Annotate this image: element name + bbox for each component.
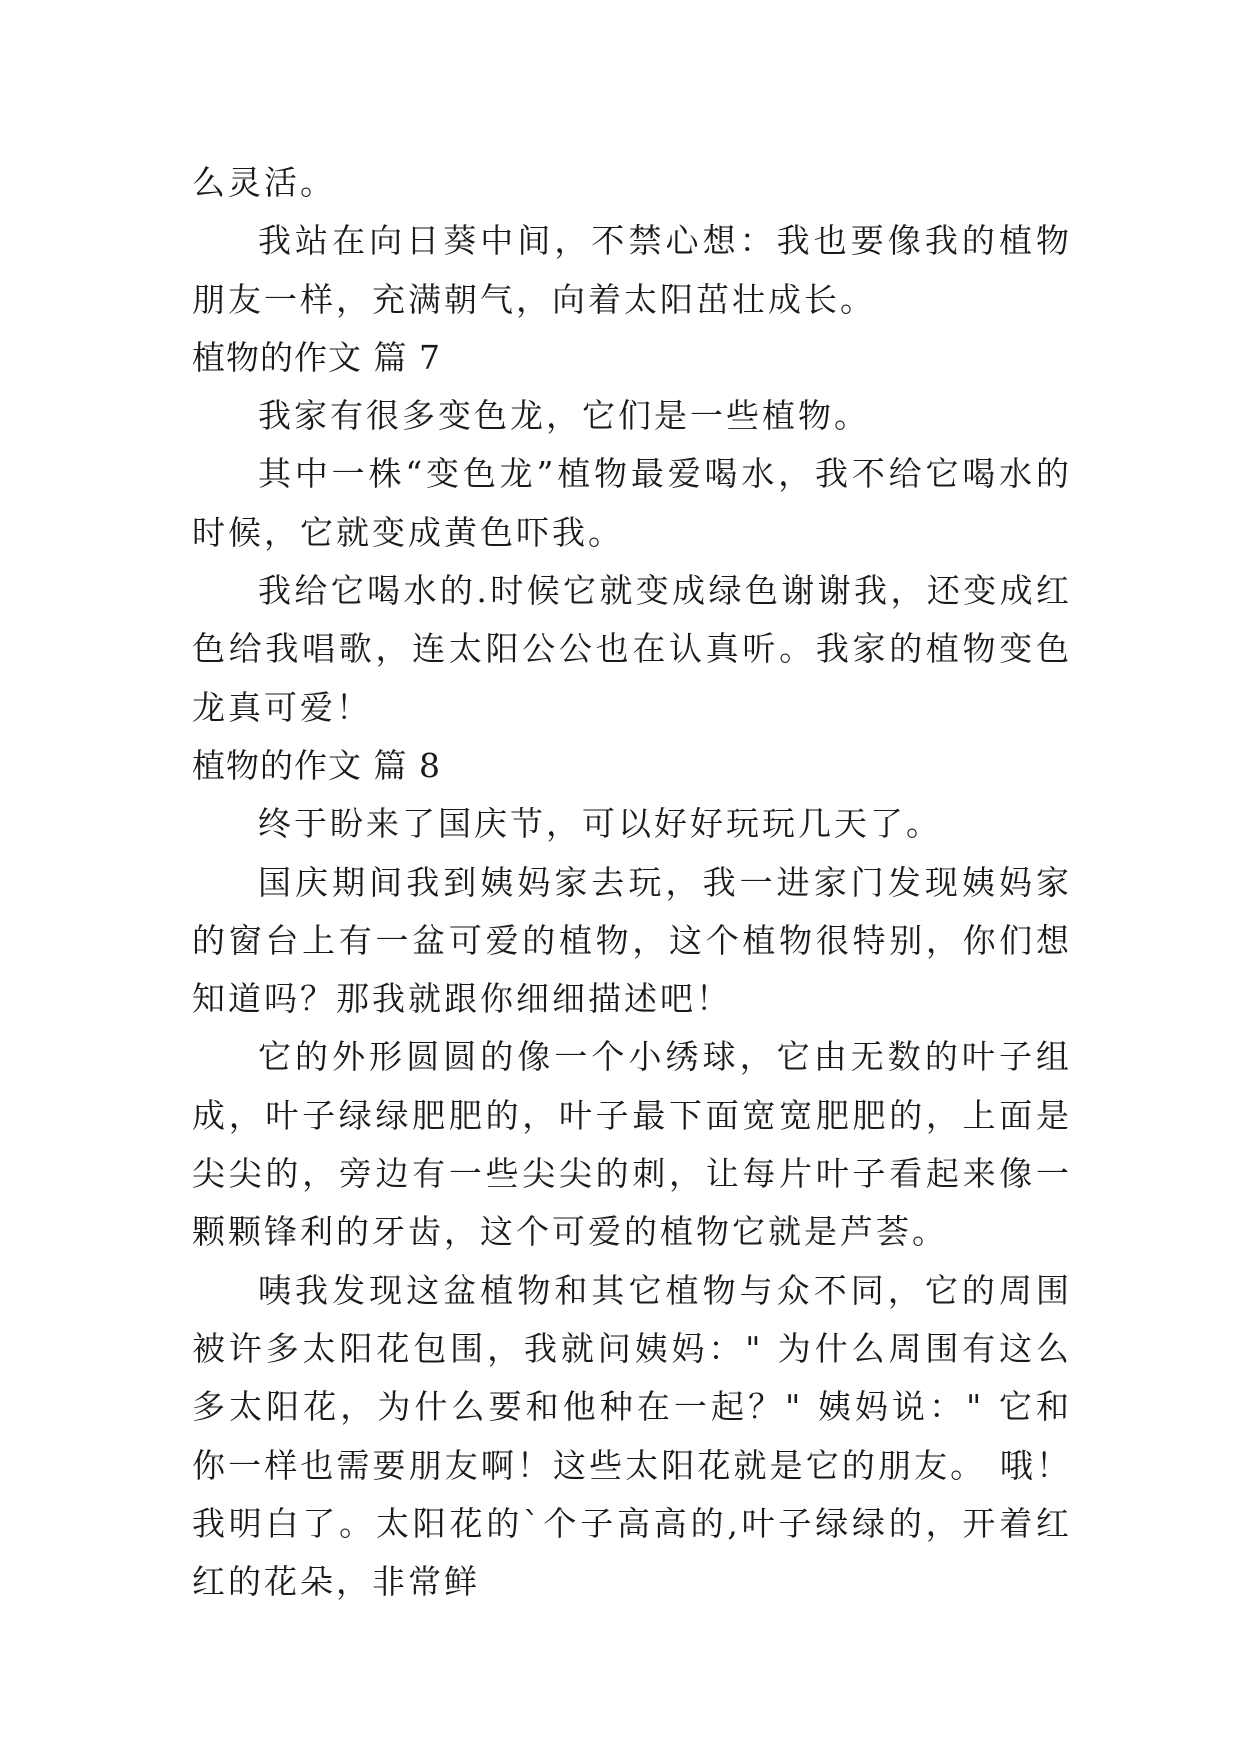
paragraph: 它的外形圆圆的像一个小绣球，它由无数的叶子组成，叶子绿绿肥肥的，叶子最下面宽宽肥肥的，上面是尖尖的，旁边有一些尖尖的刺，让每片叶子看起来像一颗颗锋利的牙齿，这个可爱的植物它就是芦荟。	[192, 1037, 1072, 1252]
paragraph: 国庆期间我到姨妈家去玩，我一进家门发现姨妈家的窗台上有一盆可爱的植物，这个植物很特别，你们想知道吗？那我就跟你细细描述吧！	[192, 862, 1072, 1019]
paragraph-continuation: 么灵活。	[192, 163, 336, 202]
paragraph: 其中一株“变色龙”植物最爱喝水，我不给它喝水的时候，它就变成黄色吓我。	[192, 454, 1072, 552]
paragraph: 咦我发现这盆植物和其它植物与众不同，它的周围被许多太阳花包围，我就问姨妈：" 为什么周围有这么多太阳花，为什么要和他种在一起？" 姨妈说：" 它和你一样也需要朋友啊！这些太阳花就是它的朋友。 哦！我明白了。太阳花的`个子高高的,叶子绿绿的，开着红红的花朵，非常鲜	[192, 1270, 1072, 1602]
paragraph: 我家有很多变色龙，它们是一些植物。	[258, 396, 870, 436]
paragraph: 我站在向日葵中间，不禁心想：我也要像我的植物朋友一样，充满朝气，向着太阳茁壮成长。	[192, 221, 1072, 319]
section-heading-7: 植物的作文 篇 7	[192, 337, 441, 377]
paragraph: 我给它喝水的.时候它就变成绿色谢谢我，还变成红色给我唱歌，连太阳公公也在认真听。我家的植物变色龙真可爱！	[192, 571, 1072, 727]
document-body	[192, 154, 1072, 1611]
paragraph: 终于盼来了国庆节，可以好好玩玩几天了。	[258, 804, 942, 844]
section-heading-8: 植物的作文 篇 8	[192, 745, 441, 785]
